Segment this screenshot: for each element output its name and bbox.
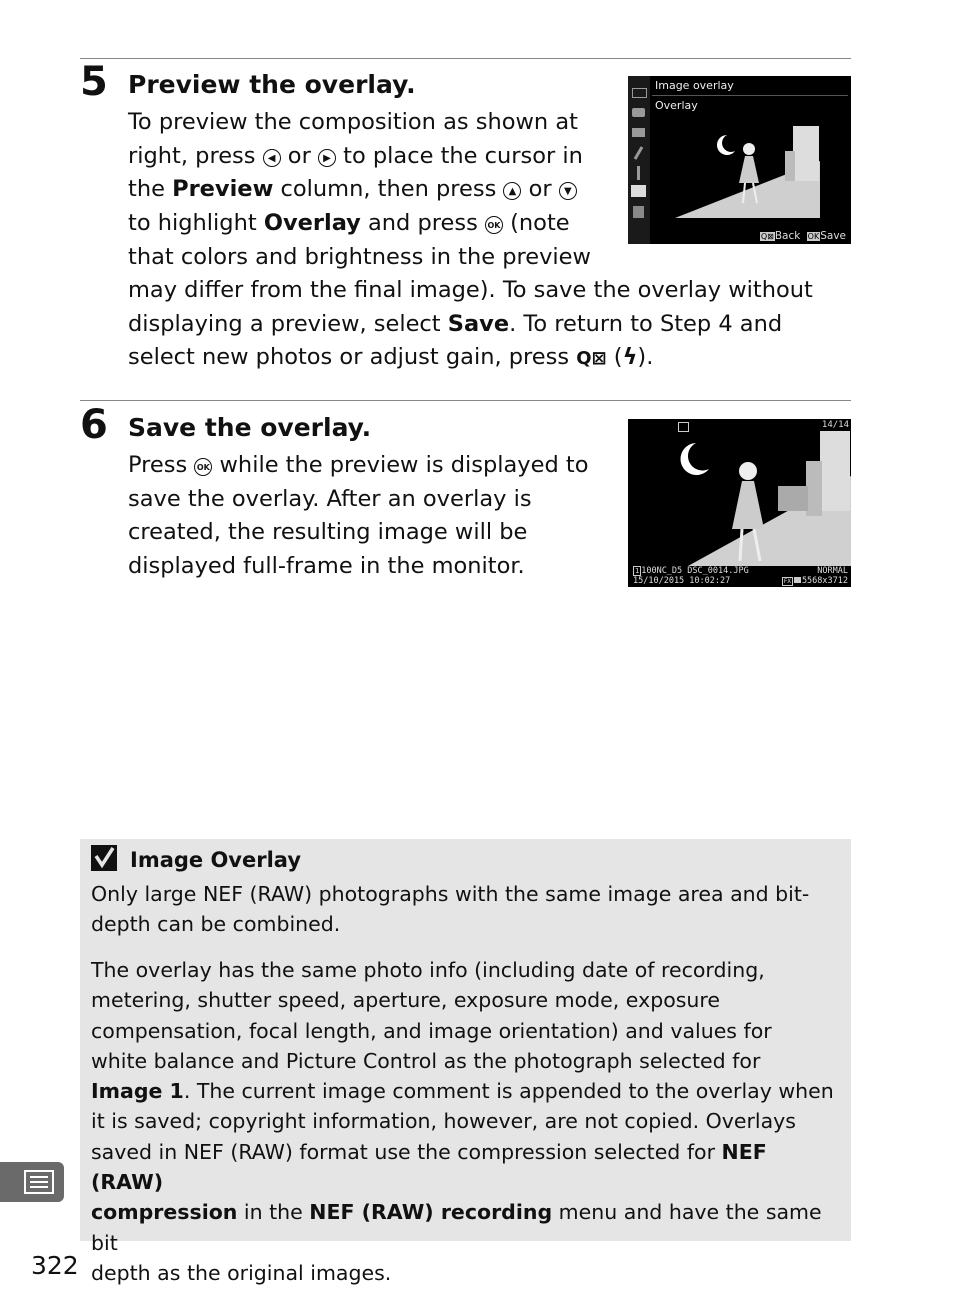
step-6-title: Save the overlay. (128, 413, 372, 442)
info-line-1: 1 100NC_D5 DSC_0014.JPG NORMAL (635, 566, 848, 576)
building (820, 431, 850, 511)
note-paragraph-2: The overlay has the same photo info (including date of recording, metering, shutter speed, aperture, exposure mode, exposure compensation, focal length, and image orientation) and values for white balance and Picture Control as the photograph selected for Image 1. The current image comment is appended to the overlay when it is saved; copyright information, however, are not copied. Overlays saved in NEF (RAW) format use the compression selected for NEF (RAW) compression in the NEF (RAW) recording menu and have the same bit depth as the original images. (91, 958, 834, 1285)
overlay-preview-image (675, 121, 820, 218)
multi-selector-up-icon: ▲ (503, 182, 521, 200)
figure-head (743, 143, 755, 155)
image-overlay-note (80, 839, 851, 1285)
custom-settings-icon (634, 146, 644, 160)
zoom-out-key-icon: Q⊠ (760, 232, 774, 241)
fx-format-icon: FX (783, 578, 791, 585)
image-size-icon (794, 577, 801, 583)
multi-selector-left-icon: ◀ (263, 149, 281, 167)
middle-rule (80, 400, 851, 401)
folder-number-icon: 1 (635, 567, 640, 575)
retouch-menu-icon (631, 185, 646, 197)
multi-selector-right-icon: ▶ (318, 149, 336, 167)
my-menu-icon (633, 206, 644, 218)
overlay-result-image (628, 431, 851, 566)
menu-sidebar (628, 76, 650, 244)
step-5-number: 5 (80, 59, 108, 105)
moon-icon (681, 443, 709, 475)
ok-key-icon: OK (807, 232, 820, 241)
back-label: Back (774, 230, 801, 242)
step-6-number: 6 (80, 402, 108, 448)
figure-head (739, 462, 757, 480)
multi-selector-down-icon: ▼ (559, 182, 577, 200)
top-rule (80, 58, 851, 59)
save-label: Save (820, 230, 846, 242)
note-paragraph-1: Only large NEF (RAW) photographs with the same image area and bit- depth can be combined. (91, 882, 810, 937)
step-5-text: To preview the composition as shown at right, press ◀ or ▶ to place the cursor in the Preview column, then press ▲ or ▼ to highlight Overlay and press OK (note that colors and brightness in the preview (128, 109, 591, 270)
page-number: 322 (31, 1251, 79, 1280)
screen-footer (760, 230, 846, 242)
caution-check-icon (91, 845, 117, 871)
building (793, 126, 819, 181)
step-6-text: Press OK while the preview is displayed to save the overlay. After an overlay is created, the resulting image will be displayed full-frame in the monitor. (128, 452, 589, 580)
screen-subheader: Overlay (655, 99, 698, 112)
info-line-2: 15/10/2015 10:02:27 FX 5568x3712 (633, 576, 848, 586)
ok-button-icon: OK (485, 216, 503, 234)
menu-list-icon (24, 1170, 54, 1194)
overlay-preview-screen (628, 76, 851, 244)
camera-menu-icon (632, 108, 645, 117)
ok-button-icon: OK (194, 458, 212, 476)
note-title: Image Overlay (130, 848, 302, 872)
chapter-tab[interactable] (0, 1162, 64, 1202)
frame-counter: 14/14 (821, 420, 849, 430)
playback-menu-icon (632, 88, 647, 98)
figure-body (732, 481, 764, 529)
setup-menu-icon (637, 166, 640, 180)
screen-divider (652, 95, 848, 96)
step-5-title: Preview the overlay. (128, 70, 416, 99)
step-5-text-continued: may differ from the final image). To save the overlay without displaying a preview, select Save. To return to Step 4 and select new photos or adjust gain, press Q⊠ (ϟ). (128, 277, 813, 371)
zoom-out-thumbnail-icon: Q⊠ (576, 348, 607, 370)
flash-icon: ϟ (622, 344, 638, 371)
movie-menu-icon (632, 128, 645, 137)
screen-header: Image overlay (655, 79, 734, 92)
full-frame-playback-screen (628, 419, 851, 587)
